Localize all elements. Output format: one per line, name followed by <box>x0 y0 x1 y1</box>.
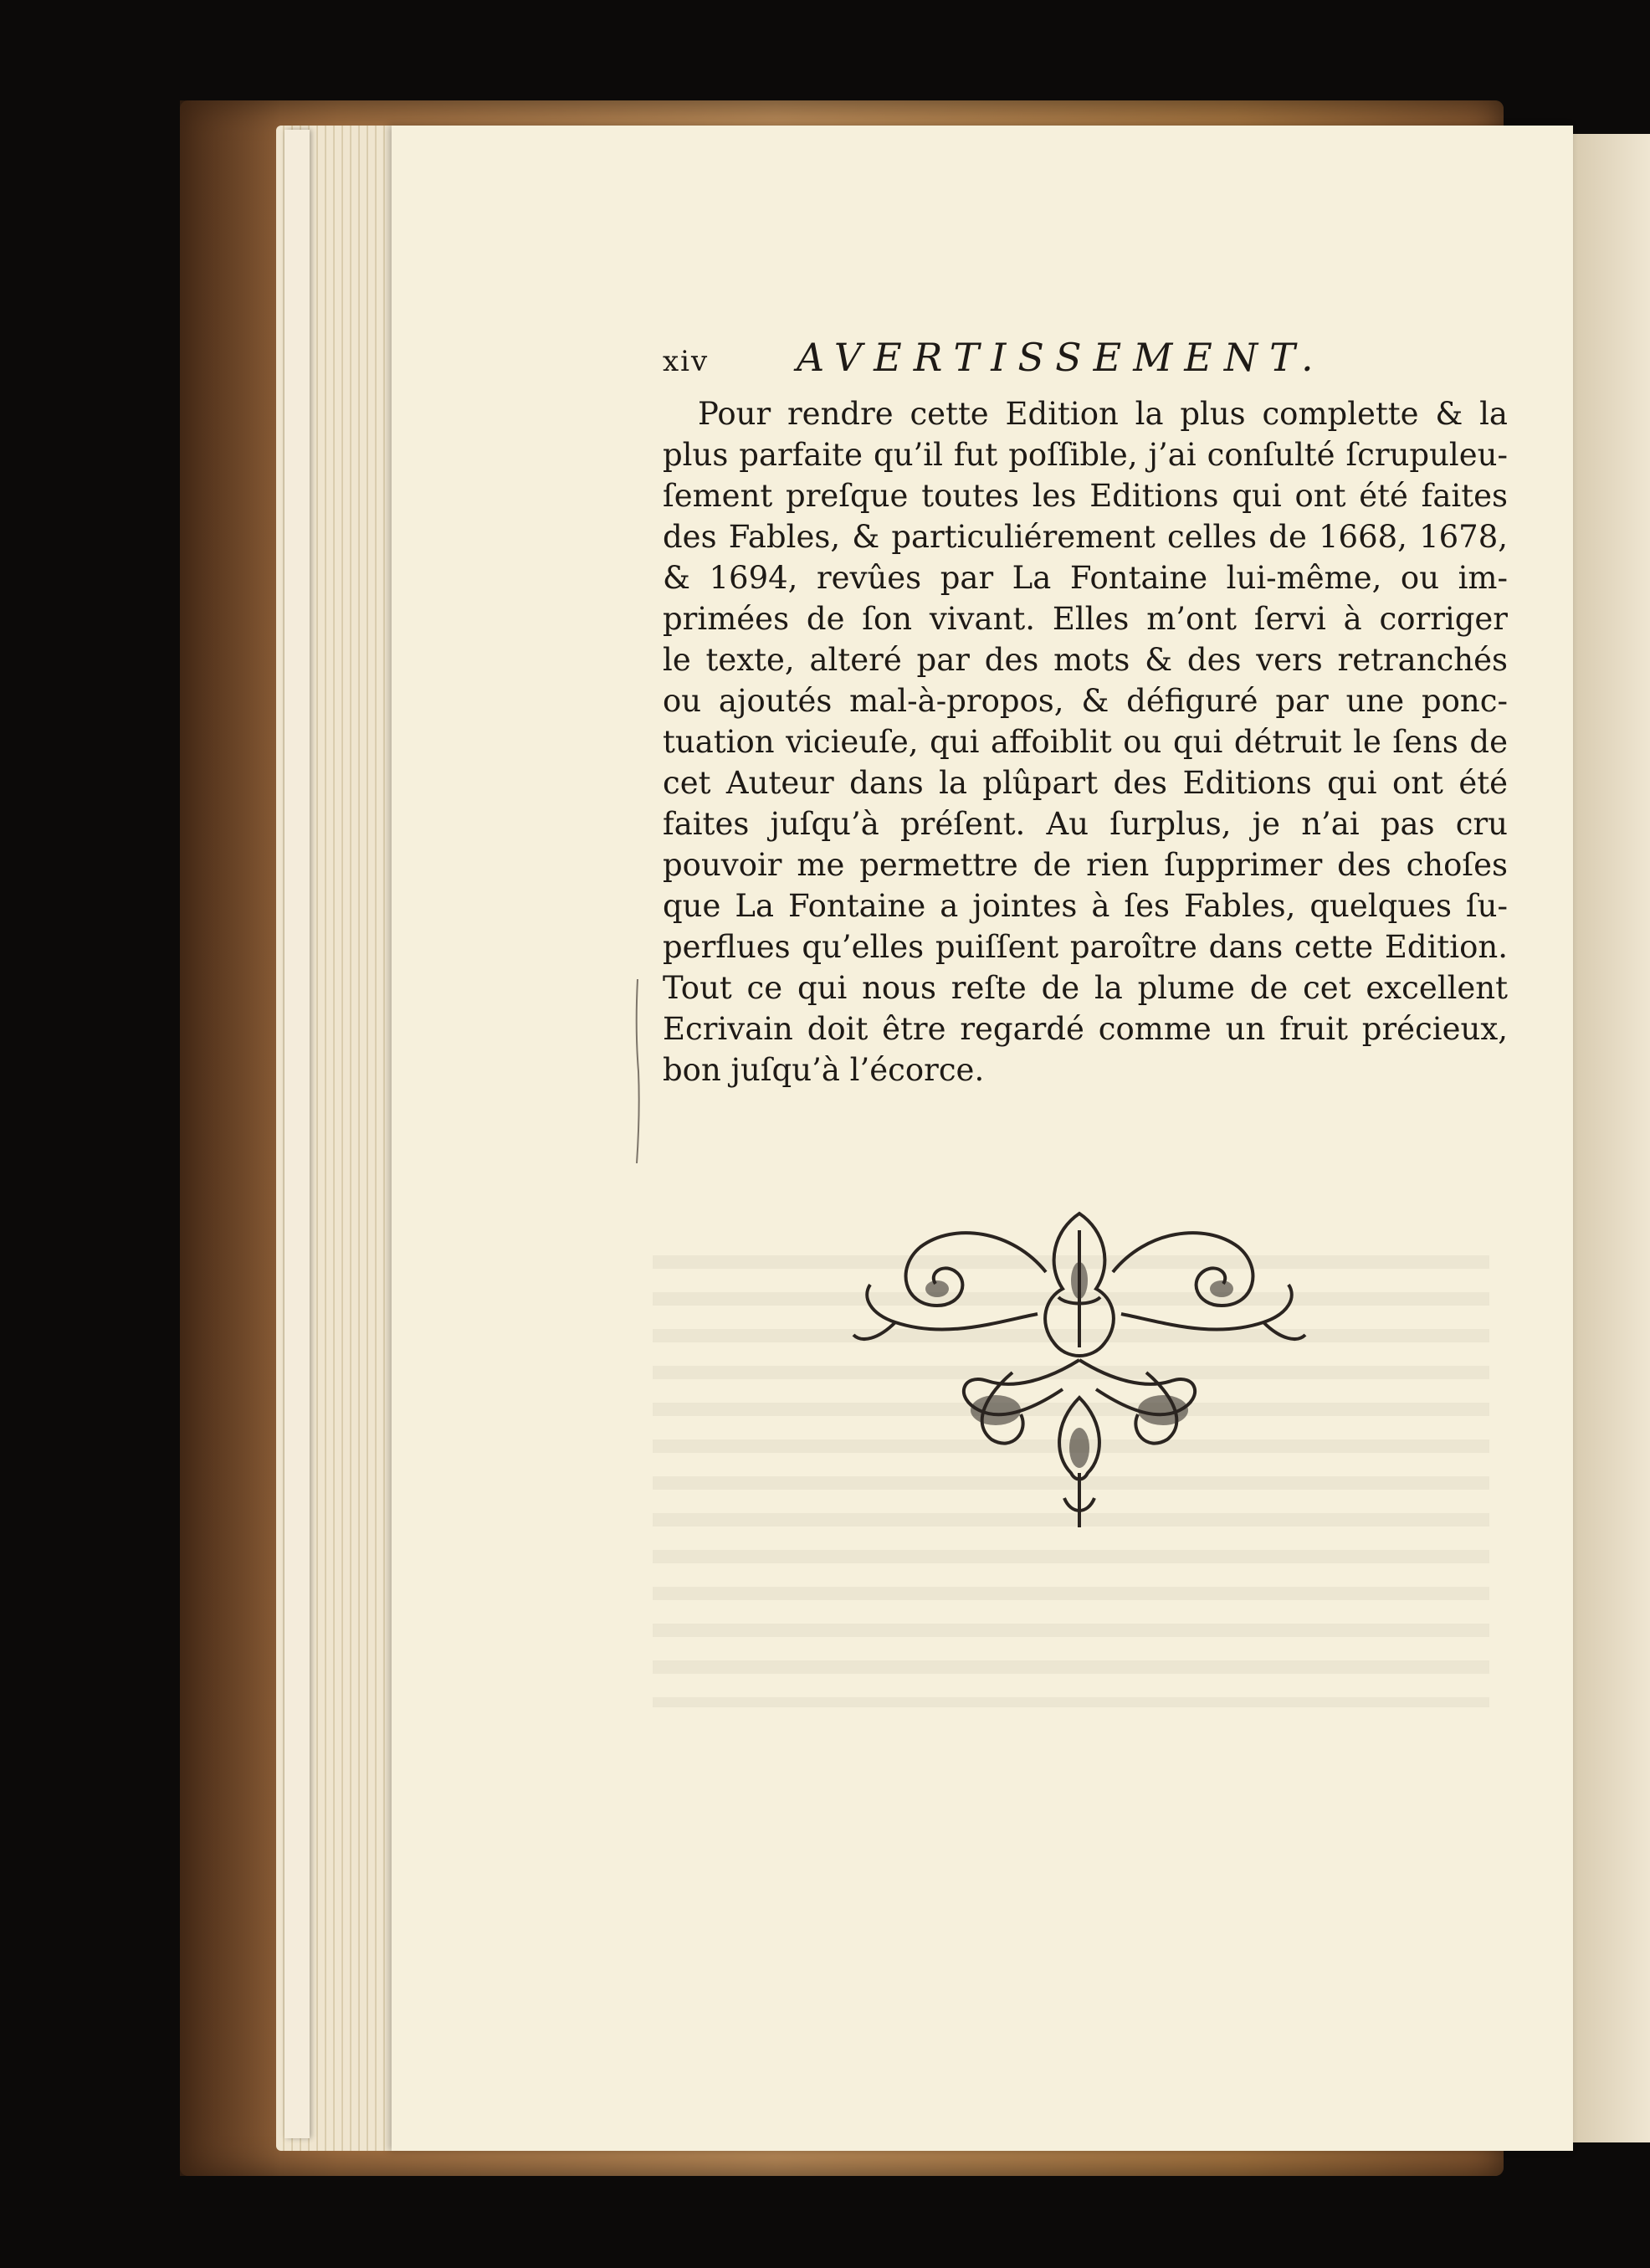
paragraph <box>663 393 1508 1090</box>
text-line: que La Fontaine a jointes à ſes Fables, quelques ſu- <box>663 888 1508 924</box>
text-line: primées de ſon vivant. Elles m’ont ſervi à corriger <box>663 601 1508 637</box>
opposite-page-edge <box>1573 134 1650 2142</box>
flyleaf-edge <box>284 130 310 2138</box>
running-head <box>663 335 1508 393</box>
text-line: le texte, alteré par des mots & des vers retranchés <box>663 642 1508 678</box>
text-line: faites juſqu’à préſent. Au ſurplus, je n’ai pas cru <box>663 806 1508 842</box>
page-text-block <box>663 335 1508 1090</box>
text-line: des Fables, & particuliérement celles de 1668, 1678, <box>663 519 1508 555</box>
text-line: ou ajoutés mal-à-propos, & défiguré par une ponc- <box>663 683 1508 719</box>
text-line: Tout ce qui nous reſte de la plume de cet excellent <box>663 970 1508 1006</box>
text-line: Pour rendre cette Edition la plus complette & la <box>698 396 1508 432</box>
pencil-margin-mark <box>634 979 641 1163</box>
page-number: xiv <box>663 345 710 378</box>
text-line: pouvoir me permettre de rien ſupprimer des choſes <box>663 847 1508 883</box>
cul-de-lampe-ornament <box>845 1197 1314 1532</box>
text-line: Ecrivain doit être regardé comme un fruit précieux, <box>663 1011 1508 1047</box>
text-line: ſement preſque toutes les Editions qui ont été faites <box>663 478 1508 514</box>
binding-shadow <box>180 100 280 2176</box>
text-line: cet Auteur dans la plûpart des Editions qui ont été <box>663 765 1508 801</box>
text-line: perflues qu’elles puiſſent paroître dans cette Edition. <box>663 929 1508 965</box>
text-line: bon juſqu’à l’écorce. <box>663 1052 985 1088</box>
running-head-title: AVERTISSEMENT. <box>797 335 1325 380</box>
text-line: & 1694, revûes par La Fontaine lui-même, ou im- <box>663 560 1508 596</box>
text-line: plus parfaite qu’il fut poſſible, j’ai conſulté ſcrupuleu- <box>663 437 1508 473</box>
text-line: tuation vicieuſe, qui affoiblit ou qui détruit le ſens de <box>663 724 1508 760</box>
